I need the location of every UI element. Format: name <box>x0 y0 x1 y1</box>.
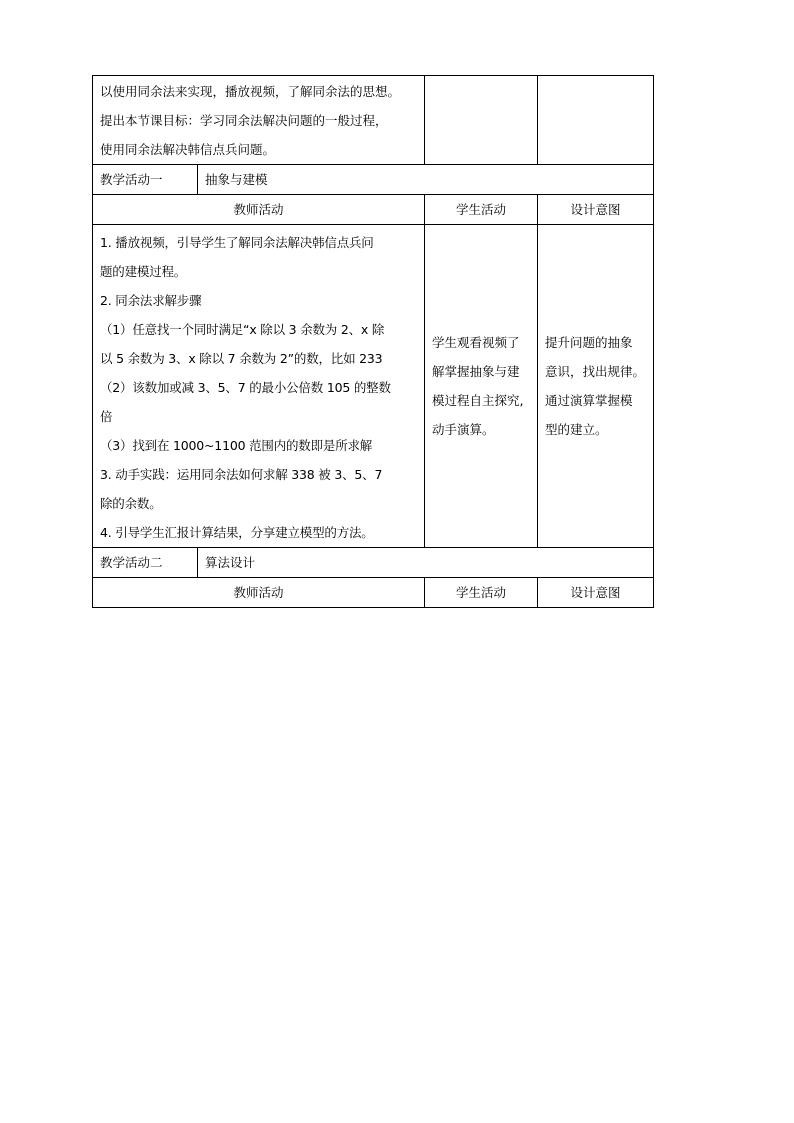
teacher-line: 1. 播放视频，引导学生了解同余法解决韩信点兵问 <box>100 235 374 250</box>
design-line: 通过演算掌握模 <box>545 393 633 408</box>
teacher-line: （3）找到在 1000~1100 范围内的数即是所求解 <box>100 438 373 453</box>
teacher-line: 以 5 余数为 3、x 除以 7 余数为 2”的数，比如 233 <box>100 351 383 366</box>
student-line: 动手演算。 <box>432 422 495 437</box>
header-teacher: 教师活动 <box>93 195 425 225</box>
design-intent-cell <box>538 225 654 548</box>
student-activity-cell <box>425 225 538 548</box>
design-line: 提升问题的抽象 <box>545 335 633 350</box>
intro-student-cell <box>425 76 538 165</box>
header2-student: 学生活动 <box>425 578 538 608</box>
activity2-title: 算法设计 <box>198 548 654 578</box>
teacher-line: 题的建模过程。 <box>100 264 187 279</box>
intro-line: 使用同余法解决韩信点兵问题。 <box>100 142 276 157</box>
header2-teacher: 教师活动 <box>93 578 425 608</box>
activity2-label: 教学活动二 <box>93 548 198 578</box>
intro-cell <box>93 76 425 165</box>
activity1-title: 抽象与建模 <box>198 165 654 195</box>
teacher-line: 倍 <box>100 409 113 424</box>
student-line: 解掌握抽象与建 <box>432 364 520 379</box>
teacher-line: 4. 引导学生汇报计算结果，分享建立模型的方法。 <box>100 525 374 540</box>
header2-design: 设计意图 <box>538 578 654 608</box>
design-line: 型的建立。 <box>545 422 608 437</box>
activity2-row <box>93 548 654 578</box>
header-row-2 <box>93 578 654 608</box>
activity1-label: 教学活动一 <box>93 165 198 195</box>
teacher-line: （1）任意找一个同时满足“x 除以 3 余数为 2、x 除 <box>100 322 385 337</box>
lesson-plan-table <box>92 75 654 608</box>
intro-design-cell <box>538 76 654 165</box>
teacher-activity-cell <box>93 225 425 548</box>
teacher-line: 除的余数。 <box>100 496 162 511</box>
student-line: 模过程自主探究, <box>432 393 524 408</box>
teacher-line: 2. 同余法求解步骤 <box>100 293 202 308</box>
header-student: 学生活动 <box>425 195 538 225</box>
header-design: 设计意图 <box>538 195 654 225</box>
design-line: 意识，找出规律。 <box>545 364 646 379</box>
teacher-line: （2）该数加或减 3、5、7 的最小公倍数 105 的整数 <box>100 380 391 395</box>
intro-line: 提出本节课目标：学习同余法解决问题的一般过程， <box>100 113 388 128</box>
student-line: 学生观看视频了 <box>432 335 520 350</box>
intro-line: 以使用同余法来实现，播放视频，了解同余法的思想。 <box>100 84 401 99</box>
activity1-row <box>93 165 654 195</box>
header-row <box>93 195 654 225</box>
intro-row <box>93 76 654 165</box>
teacher-line: 3. 动手实践：运用同余法如何求解 338 被 3、5、7 <box>100 467 383 482</box>
content-row <box>93 225 654 548</box>
